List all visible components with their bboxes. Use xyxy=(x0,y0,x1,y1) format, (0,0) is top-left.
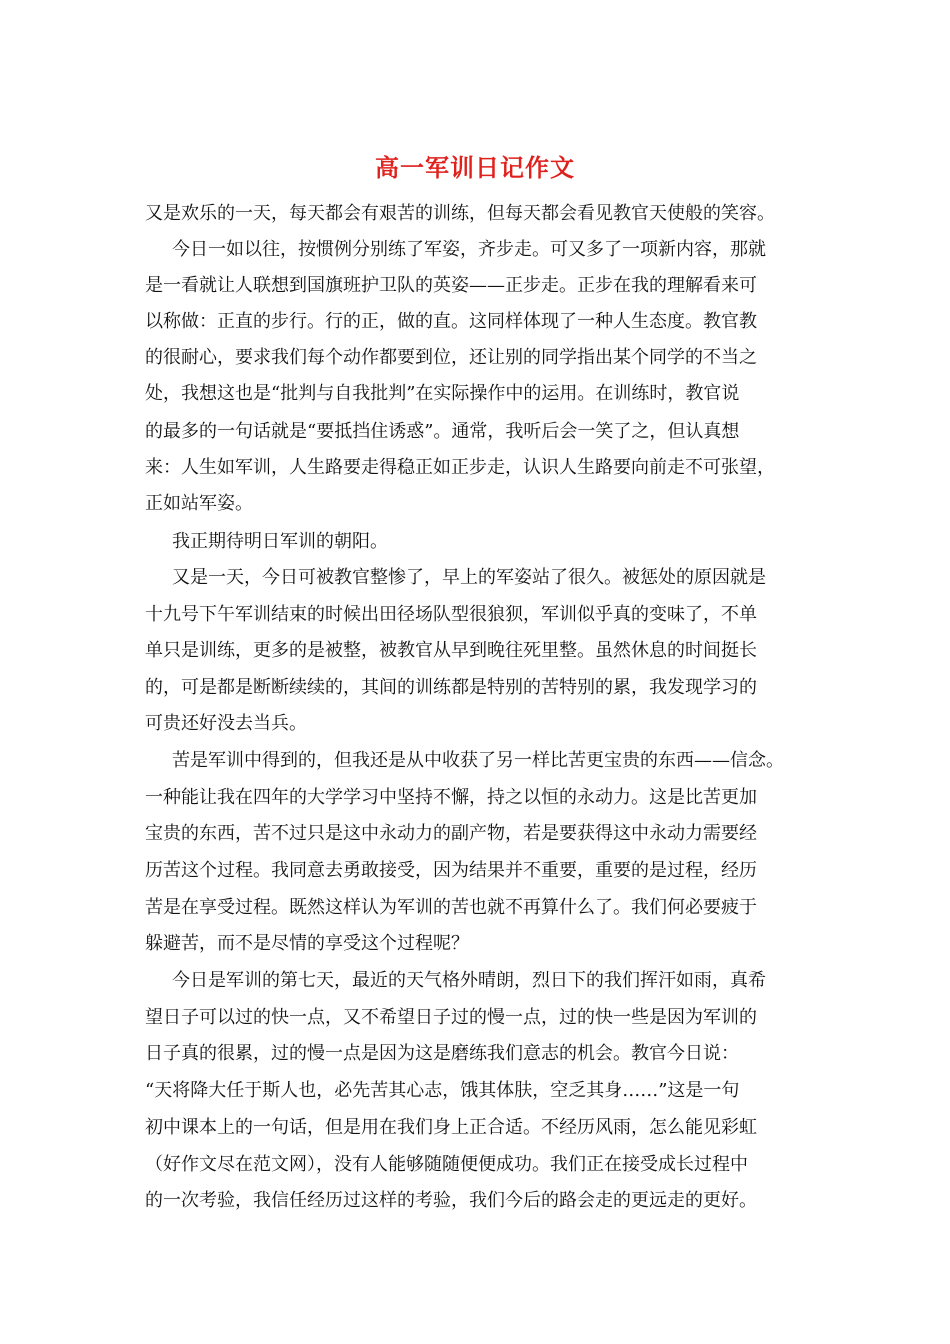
text-line: “天将降大任于斯人也，必先苦其心志，饿其体肤，空乏其身……”这是一句 xyxy=(145,1080,740,1101)
text-line: 来：人生如军训，人生路要走得稳正如正步走，认识人生路要向前走不可张望， xyxy=(145,457,775,478)
text-line: 的，可是都是断断续续的，其间的训练都是特别的苦特别的累，我发现学习的 xyxy=(145,677,757,698)
text-line: 的一次考验，我信任经历过这样的考验，我们今后的路会走的更远走的更好。 xyxy=(145,1190,757,1211)
text-line: 又是一天，今日可被教官整惨了，早上的军姿站了很久。被惩处的原因就是 xyxy=(172,567,766,588)
text-line: 日子真的很累，过的慢一点是因为这是磨练我们意志的机会。教官今日说： xyxy=(145,1043,739,1064)
document-title: 高一军训日记作文 xyxy=(375,153,575,182)
text-line: 初中课本上的一句话，但是用在我们身上正合适。不经历风雨，怎么能见彩虹 xyxy=(145,1117,757,1138)
text-line: 以称做：正直的步行。行的正，做的直。这同样体现了一种人生态度。教官教 xyxy=(145,311,757,332)
text-line: 今日一如以往，按惯例分别练了军姿，齐步走。可又多了一项新内容，那就 xyxy=(172,239,766,260)
text-line: 又是欢乐的一天，每天都会有艰苦的训练，但每天都会看见教官天使般的笑容。 xyxy=(145,203,775,224)
text-line: 今日是军训的第七天，最近的天气格外晴朗，烈日下的我们挥汗如雨，真希 xyxy=(172,970,766,991)
text-line: （好作文尽在范文网），没有人能够随随便便成功。我们正在接受成长过程中 xyxy=(145,1154,748,1175)
text-line: 的最多的一句话就是“要抵挡住诱惑”。通常，我听后会一笑了之，但认真想 xyxy=(145,421,740,442)
text-line: 苦是在享受过程。既然这样认为军训的苦也就不再算什么了。我们何必要疲于 xyxy=(145,897,757,918)
text-line: 可贵还好没去当兵。 xyxy=(145,713,307,734)
text-line: 苦是军训中得到的，但我还是从中收获了另一样比苦更宝贵的东西——信念。 xyxy=(172,750,784,771)
text-line: 躲避苦，而不是尽情的享受这个过程呢？ xyxy=(145,933,469,954)
text-line: 望日子可以过的快一点，又不希望日子过的慢一点，过的快一些是因为军训的 xyxy=(145,1007,757,1028)
text-line: 我正期待明日军训的朝阳。 xyxy=(172,531,388,552)
text-line: 历苦这个过程。我同意去勇敢接受，因为结果并不重要，重要的是过程，经历 xyxy=(145,860,757,881)
text-line: 正如站军姿。 xyxy=(145,493,253,514)
text-line: 宝贵的东西，苦不过只是这中永动力的副产物，若是要获得这中永动力需要经 xyxy=(145,823,757,844)
text-line: 处，我想这也是“批判与自我批判”在实际操作中的运用。在训练时，教官说 xyxy=(145,383,740,404)
text-line: 的很耐心，要求我们每个动作都要到位，还让别的同学指出某个同学的不当之 xyxy=(145,347,757,368)
text-line: 一种能让我在四年的大学学习中坚持不懈，持之以恒的永动力。这是比苦更加 xyxy=(145,787,757,808)
text-line: 是一看就让人联想到国旗班护卫队的英姿——正步走。正步在我的理解看来可 xyxy=(145,275,757,296)
text-line: 单只是训练，更多的是被整，被教官从早到晚往死里整。虽然休息的时间挺长 xyxy=(145,640,757,661)
text-line: 十九号下午军训结束的时候出田径场队型很狼狈，军训似乎真的变味了，不单 xyxy=(145,604,757,625)
